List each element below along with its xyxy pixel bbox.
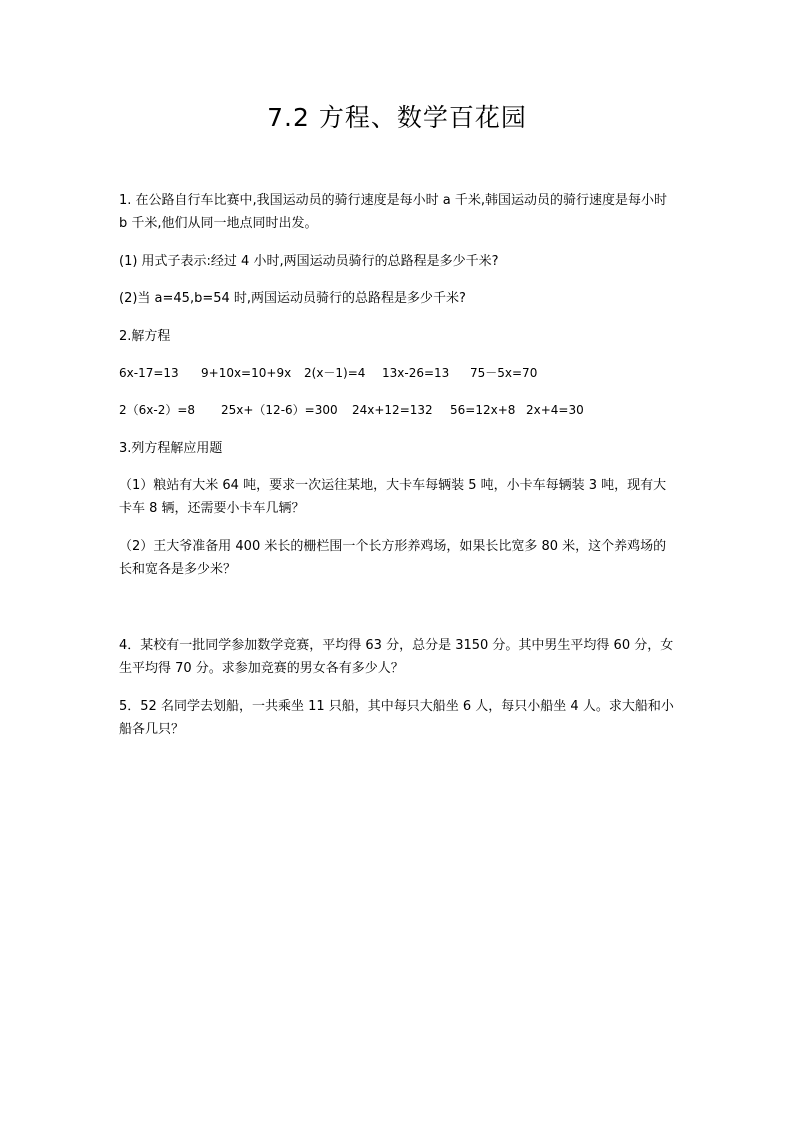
equation: 2（6x-2）=8: [119, 403, 196, 417]
equation: 56=12x+8: [450, 403, 516, 417]
question-5: 5．52 名同学去划船，一共乘坐 11 只船，其中每只大船坐 6 人，每只小船坐 4 人。求大船和小船各几只？: [119, 699, 674, 737]
equation: 2x+4=30: [526, 403, 584, 417]
equation: 13x-26=13: [382, 366, 450, 380]
equation: 25x+（12-6）=300: [221, 403, 338, 417]
question-3-part-2: （2）王大爷准备用 400 米长的栅栏围一个长方形养鸡场，如果长比宽多 80 米，这个养鸡场的长和宽各是多少米？: [119, 539, 667, 577]
question-3-part-1: （1）粮站有大米 64 吨，要求一次运往某地，大卡车每辆装 5 吨，小卡车每辆装 3 吨，现有大卡车 8 辆，还需要小卡车几辆？: [119, 478, 667, 516]
question-1-stem: 1. 在公路自行车比赛中,我国运动员的骑行速度是每小时 a 千米,韩国运动员的骑行速度是每小时 b 千米,他们从同一地点同时出发。: [119, 193, 668, 231]
question-1-part-1: (1) 用式子表示:经过 4 小时,两国运动员骑行的总路程是多少千米?: [119, 254, 499, 269]
equation: 24x+12=132: [352, 403, 433, 417]
question-4: 4．某校有一批同学参加数学竞赛，平均得 63 分，总分是 3150 分。其中男生平均得 60 分，女生平均得 70 分。求参加竞赛的男女各有多少人？: [119, 638, 674, 676]
question-1-part-2: (2)当 a=45,b=54 时,两国运动员骑行的总路程是多少千米?: [119, 291, 466, 306]
page-title: 7.2 方程、数学百花园: [267, 103, 527, 132]
question-2-heading: 2.解方程: [119, 329, 171, 344]
equation: 2(x－1)=4: [304, 366, 366, 380]
equation: 75－5x=70: [470, 366, 538, 380]
equation: 9+10x=10+9x: [201, 366, 292, 380]
question-3-heading: 3.列方程解应用题: [119, 441, 223, 456]
equation: 6x-17=13: [119, 366, 179, 380]
